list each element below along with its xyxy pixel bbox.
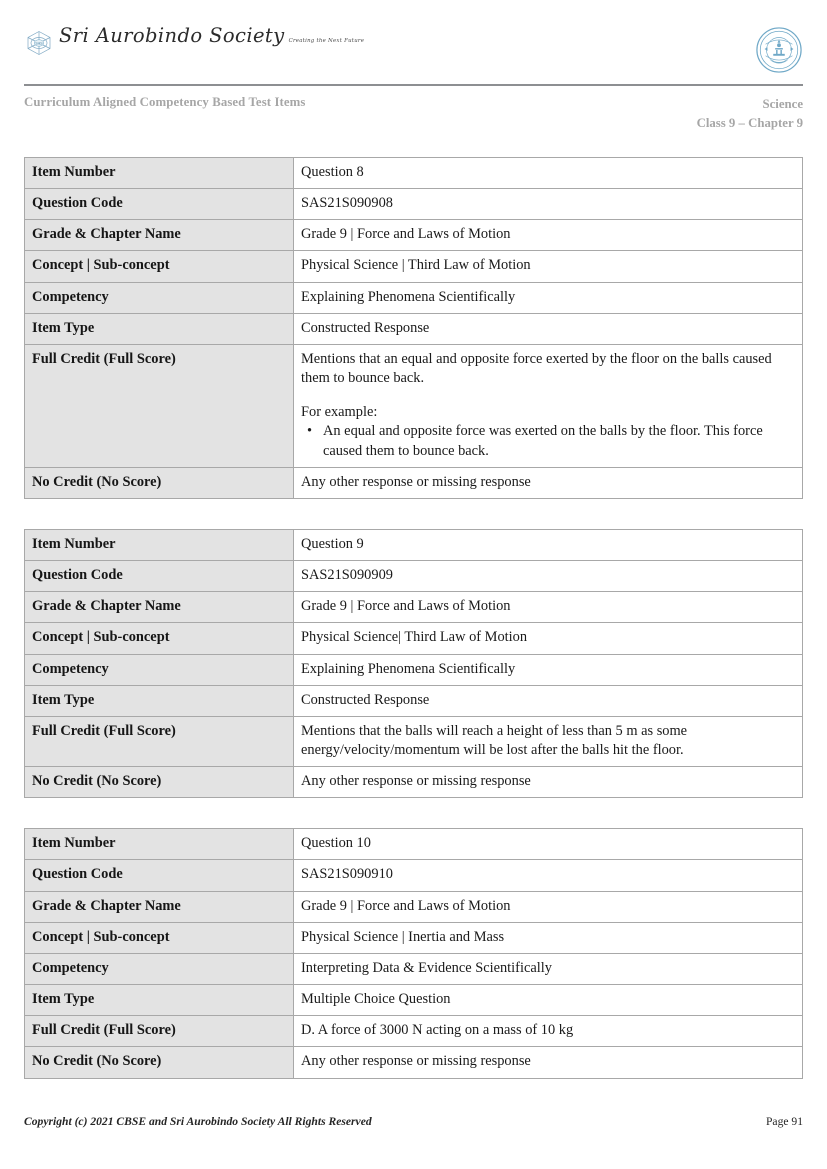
value-text: Any other response or missing response (301, 1053, 531, 1070)
value-text: D. A force of 3000 N acting on a mass of 10 kg (301, 1022, 574, 1039)
copyright-text: Copyright (c) 2021 CBSE and Sri Aurobindo Society All Rights Reserved (24, 1115, 372, 1128)
row-value (294, 985, 803, 1016)
table-row (25, 158, 803, 189)
table-row (25, 344, 803, 467)
row-value (294, 716, 803, 766)
class-chapter-label: Class 9 – Chapter 9 (696, 115, 803, 130)
row-value (294, 891, 803, 922)
value-text: Mentions that the balls will reach a height of less than 5 m as some energy/velocity/momentum will be lost after the balls hit the floor. (301, 722, 688, 758)
value-text: Question 8 (301, 164, 364, 180)
row-label: Competency (25, 654, 294, 685)
header-subject-block (697, 95, 803, 132)
row-label: Full Credit (Full Score) (25, 716, 294, 766)
row-value (294, 1047, 803, 1078)
item-table (24, 529, 803, 798)
row-label: Competency (25, 953, 294, 984)
logo-tagline: Creating the Next Future (288, 38, 365, 44)
row-label: Item Type (25, 313, 294, 344)
value-text: SAS21S090910 (301, 866, 393, 883)
list-item: • An equal and opposite force was exerted on the balls by the floor. This force caused them to bounce back. (323, 422, 795, 460)
table-row (25, 654, 803, 685)
table-row (25, 1047, 803, 1078)
table-row (25, 685, 803, 716)
row-value (294, 561, 803, 592)
value-text: Physical Science | Third Law of Motion (301, 257, 531, 274)
value-text: Physical Science| Third Law of Motion (301, 629, 528, 646)
page-number: Page 91 (765, 1115, 803, 1128)
value-text: Grade 9 | Force and Laws of Motion (301, 598, 511, 615)
value-text: Explaining Phenomena Scientifically (301, 660, 516, 677)
table-row (25, 860, 803, 891)
sri-aurobindo-society-logo (24, 26, 378, 56)
row-label: Question Code (25, 860, 294, 891)
row-label: Concept | Sub-concept (25, 922, 294, 953)
svg-text:SAS: SAS (35, 41, 43, 46)
row-value (294, 344, 803, 467)
row-label: Full Credit (Full Score) (25, 1016, 294, 1047)
row-value (294, 953, 803, 984)
table-row (25, 985, 803, 1016)
value-text: Constructed Response (301, 319, 430, 336)
value-text: Mentions that an equal and opposite force exerted by the floor on the balls caused them to bounce back. (301, 350, 772, 387)
row-value (294, 529, 803, 560)
row-value (294, 282, 803, 313)
row-label: Grade & Chapter Name (25, 891, 294, 922)
row-value (294, 1016, 803, 1047)
value-text: Question 9 (301, 535, 364, 552)
row-label: No Credit (No Score) (25, 767, 294, 798)
logo-wordmark (59, 26, 378, 46)
table-row (25, 220, 803, 251)
value-text: Interpreting Data & Evidence Scientifically (301, 959, 552, 976)
value-text: Physical Science | Inertia and Mass (301, 928, 505, 945)
table-row (25, 953, 803, 984)
cbse-seal-icon (755, 26, 803, 74)
row-label: Full Credit (Full Score) (25, 344, 294, 467)
row-value (294, 685, 803, 716)
table-row (25, 313, 803, 344)
value-text: Grade 9 | Force and Laws of Motion (301, 226, 511, 243)
row-value (294, 829, 803, 860)
row-value (294, 767, 803, 798)
value-text: Constructed Response (301, 691, 430, 708)
row-label: Competency (25, 282, 294, 313)
row-label: Item Number (25, 158, 294, 189)
row-label: Grade & Chapter Name (25, 220, 294, 251)
table-row (25, 623, 803, 654)
row-value (294, 467, 803, 498)
table-row (25, 891, 803, 922)
row-value (294, 860, 803, 891)
masthead (24, 26, 803, 78)
row-value (294, 220, 803, 251)
row-value (294, 158, 803, 189)
header-meta (24, 95, 803, 132)
value-text-secondary: For example: (301, 404, 378, 421)
table-row (25, 561, 803, 592)
value-text: Explaining Phenomena Scientifically (301, 288, 516, 305)
row-label: No Credit (No Score) (25, 467, 294, 498)
row-label: Item Number (25, 529, 294, 560)
value-spacer (301, 388, 795, 403)
value-bullet-list (301, 422, 795, 460)
item-table (24, 828, 803, 1078)
row-label: Item Type (25, 685, 294, 716)
value-text: SAS21S090909 (301, 567, 393, 584)
row-value (294, 592, 803, 623)
row-label: Concept | Sub-concept (25, 623, 294, 654)
table-row (25, 922, 803, 953)
row-value (294, 251, 803, 282)
value-text: Any other response or missing response (301, 773, 531, 790)
lotus-emblem-icon (24, 30, 54, 56)
table-row (25, 716, 803, 766)
header-divider (24, 84, 803, 86)
table-row (25, 189, 803, 220)
table-row (25, 592, 803, 623)
row-label: Question Code (25, 189, 294, 220)
row-label: Question Code (25, 561, 294, 592)
row-value (294, 654, 803, 685)
table-row (25, 829, 803, 860)
logo-name: Sri Aurobindo Society (59, 24, 285, 47)
row-value (294, 623, 803, 654)
item-tables (24, 157, 803, 1109)
table-row (25, 1016, 803, 1047)
document-title: Curriculum Aligned Competency Based Test Items (24, 95, 306, 109)
subject-label: Science (762, 97, 803, 111)
table-row (25, 251, 803, 282)
value-text: Any other response or missing response (301, 473, 531, 490)
row-label: Item Number (25, 829, 294, 860)
page-footer (24, 1115, 803, 1128)
row-label: Concept | Sub-concept (25, 251, 294, 282)
table-row (25, 467, 803, 498)
table-row (25, 529, 803, 560)
row-value (294, 313, 803, 344)
item-table (24, 157, 803, 499)
row-label: Item Type (25, 985, 294, 1016)
value-text: Grade 9 | Force and Laws of Motion (301, 897, 511, 914)
row-label: Grade & Chapter Name (25, 592, 294, 623)
value-text: Question 10 (301, 835, 371, 852)
row-label: No Credit (No Score) (25, 1047, 294, 1078)
table-row (25, 767, 803, 798)
row-value (294, 189, 803, 220)
row-value (294, 922, 803, 953)
value-text: Multiple Choice Question (301, 991, 451, 1008)
value-text: SAS21S090908 (301, 195, 393, 212)
table-row (25, 282, 803, 313)
